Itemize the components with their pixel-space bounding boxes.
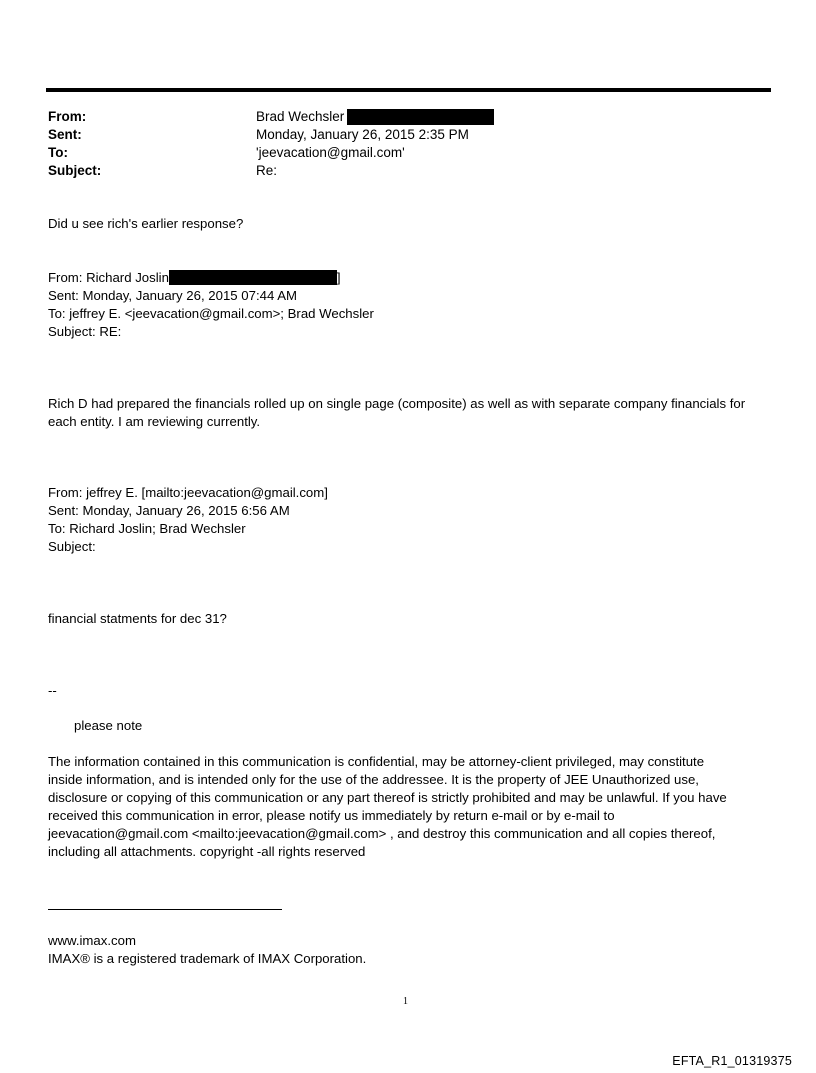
subject-label: Subject: — [48, 163, 102, 178]
to-label: To: — [48, 145, 68, 160]
quoted-1-subject: Subject: RE: — [48, 324, 122, 339]
subject-value: Re: — [256, 163, 278, 178]
quoted-2-to: To: Richard Joslin; Brad Wechsler — [48, 521, 246, 536]
quoted-1-to: To: jeffrey E. <jeevacation@gmail.com>; Brad Wechsler — [48, 306, 374, 321]
subject-row — [48, 162, 768, 180]
from-value — [256, 108, 494, 126]
page-number: 1 — [403, 996, 408, 1007]
quoted-2-body: financial statments for dec 31? — [48, 611, 227, 626]
redaction-block — [169, 270, 337, 285]
quoted-1-from — [48, 269, 341, 287]
disclaimer-line: received this communication in error, please notify us immediately by return e-mail or by e-mail to — [48, 808, 615, 823]
disclaimer-line: jeevacation@gmail.com <mailto:jeevacation@gmail.com> , and destroy this communication and all copies thereof, — [48, 826, 716, 841]
disclaimer-line: The information contained in this communication is confidential, may be attorney-client privileged, may constitute — [48, 754, 705, 769]
email-header — [48, 108, 768, 180]
quoted-2-subject: Subject: — [48, 539, 96, 554]
imax-website-link[interactable]: www.imax.com — [48, 933, 136, 948]
quoted-1-body-line-2: each entity. I am reviewing currently. — [48, 414, 261, 429]
to-row — [48, 144, 768, 162]
sent-value: Monday, January 26, 2015 2:35 PM — [256, 127, 469, 142]
disclaimer-line: inside information, and is intended only for the use of the addressee. It is the property of JEE Unauthorized use, — [48, 772, 699, 787]
reply-body: Did u see rich's earlier response? — [48, 216, 244, 231]
quoted-1-sent: Sent: Monday, January 26, 2015 07:44 AM — [48, 288, 298, 303]
trademark-notice: IMAX® is a registered trademark of IMAX Corporation. — [48, 951, 367, 966]
from-name: Brad Wechsler — [256, 109, 345, 124]
signature-dashes: -- — [48, 683, 57, 698]
please-note: please note — [74, 718, 143, 733]
from-label: From: — [48, 109, 87, 124]
sent-label: Sent: — [48, 127, 82, 142]
quoted-1-from-tail: ] — [336, 270, 341, 285]
disclaimer-line: including all attachments. copyright -all rights reserved — [48, 844, 366, 859]
from-row — [48, 108, 768, 126]
sent-row — [48, 126, 768, 144]
header-divider — [46, 88, 771, 92]
to-value: 'jeevacation@gmail.com' — [256, 145, 405, 160]
quoted-1-body-line-1: Rich D had prepared the financials rolled up on single page (composite) as well as with separate company financials for — [48, 396, 746, 411]
redaction-block — [347, 109, 494, 125]
quoted-1-from-text: From: Richard Joslin — [48, 270, 169, 285]
quoted-2-from: From: jeffrey E. [mailto:jeevacation@gmail.com] — [48, 485, 328, 500]
signature-divider — [48, 909, 282, 910]
bates-number: EFTA_R1_01319375 — [672, 1054, 792, 1068]
quoted-2-sent: Sent: Monday, January 26, 2015 6:56 AM — [48, 503, 290, 518]
disclaimer-line: disclosure or copying of this communication or any part thereof is strictly prohibited and may be unlawful. If you have — [48, 790, 727, 805]
